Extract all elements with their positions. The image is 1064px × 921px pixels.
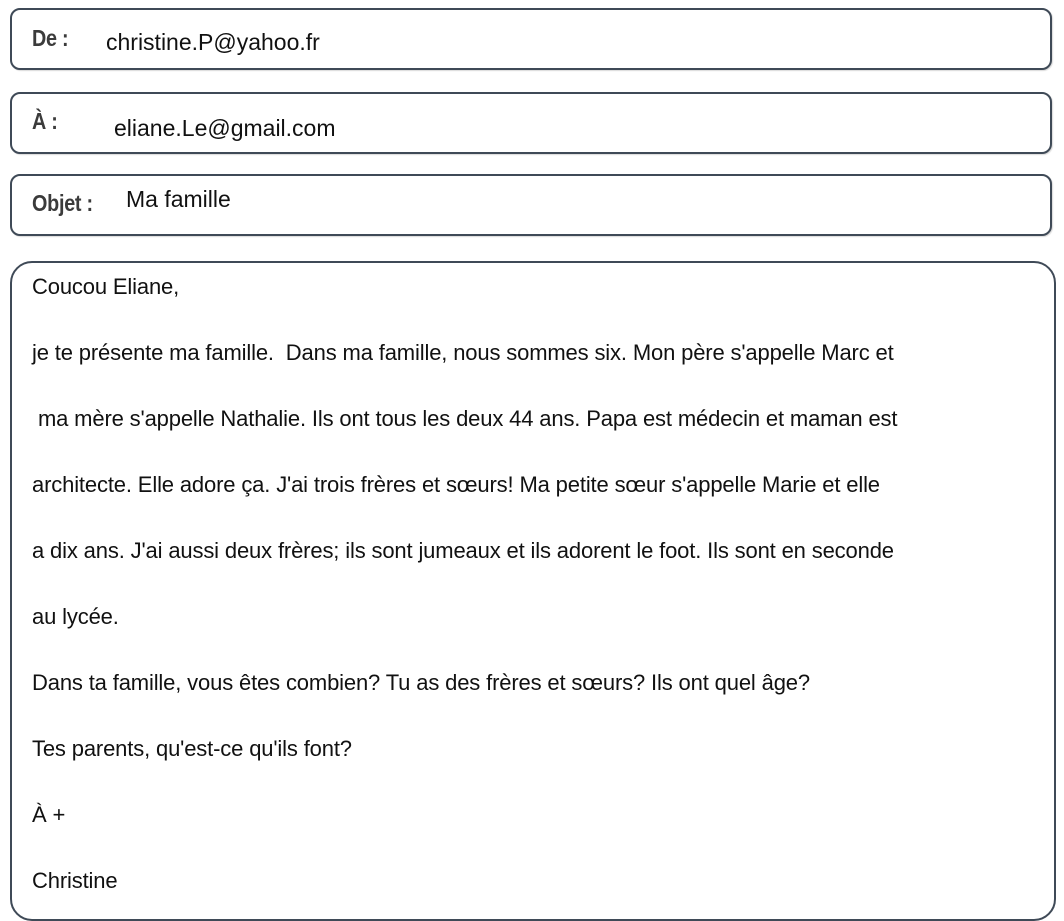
to-value[interactable]: eliane.Le@gmail.com: [114, 115, 336, 141]
from-value[interactable]: christine.P@yahoo.fr: [106, 29, 320, 55]
to-label: À :: [32, 108, 58, 134]
subject-value[interactable]: Ma famille: [126, 186, 231, 212]
subject-field[interactable]: [10, 174, 1052, 236]
message-line: Coucou Eliane,: [32, 274, 180, 299]
message-line: je te présente ma famille. Dans ma famille, nous sommes six. Mon père s'appelle Marc et: [32, 340, 894, 365]
message-line: Dans ta famille, vous êtes combien? Tu as des frères et sœurs? Ils ont quel âge?: [32, 670, 810, 695]
subject-label: Objet :: [32, 190, 93, 216]
message-line: a dix ans. J'ai aussi deux frères; ils sont jumeaux et ils adorent le foot. Ils sont en seconde: [32, 538, 894, 563]
message-line: au lycée.: [32, 604, 119, 629]
from-field[interactable]: [10, 8, 1052, 70]
from-label: De :: [32, 25, 69, 51]
message-line: Christine: [32, 868, 118, 893]
message-line: Tes parents, qu'est-ce qu'ils font?: [32, 736, 352, 761]
message-line: À +: [32, 802, 66, 827]
message-line: ma mère s'appelle Nathalie. Ils ont tous les deux 44 ans. Papa est médecin et maman est: [32, 406, 898, 431]
to-field[interactable]: [10, 92, 1052, 154]
message-body[interactable]: [10, 261, 1056, 921]
message-line: architecte. Elle adore ça. J'ai trois frères et sœurs! Ma petite sœur s'appelle Marie et elle: [32, 472, 880, 497]
